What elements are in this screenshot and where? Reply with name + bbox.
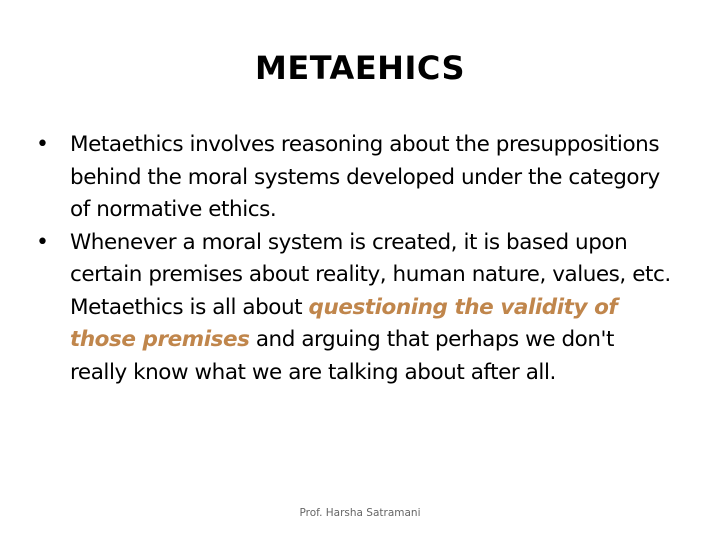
slide-title: METAEHICS [255,49,465,87]
bullet-text-before: Whenever a moral system is created, it is based upon certain premises about reality, human nature, values, etc. Metaethics is all about [70,229,671,320]
bullet-list [36,129,676,389]
emphasized-phrase: questioning the validity of those premises [70,294,618,352]
footer-author: Prof. Harsha Satramani [299,507,421,519]
bullet-text-after: and arguing that perhaps we don't really know what we are talking about after all. [70,327,614,385]
bullet-dot-icon: • [36,229,49,255]
bullet-item-2 [36,227,676,390]
bullet-dot-icon: • [36,132,49,157]
bullet-text: Metaethics involves reasoning about the presuppositions behind the moral systems developed under the category of normative ethics. [70,132,660,222]
bullet-item-1 [36,129,676,227]
